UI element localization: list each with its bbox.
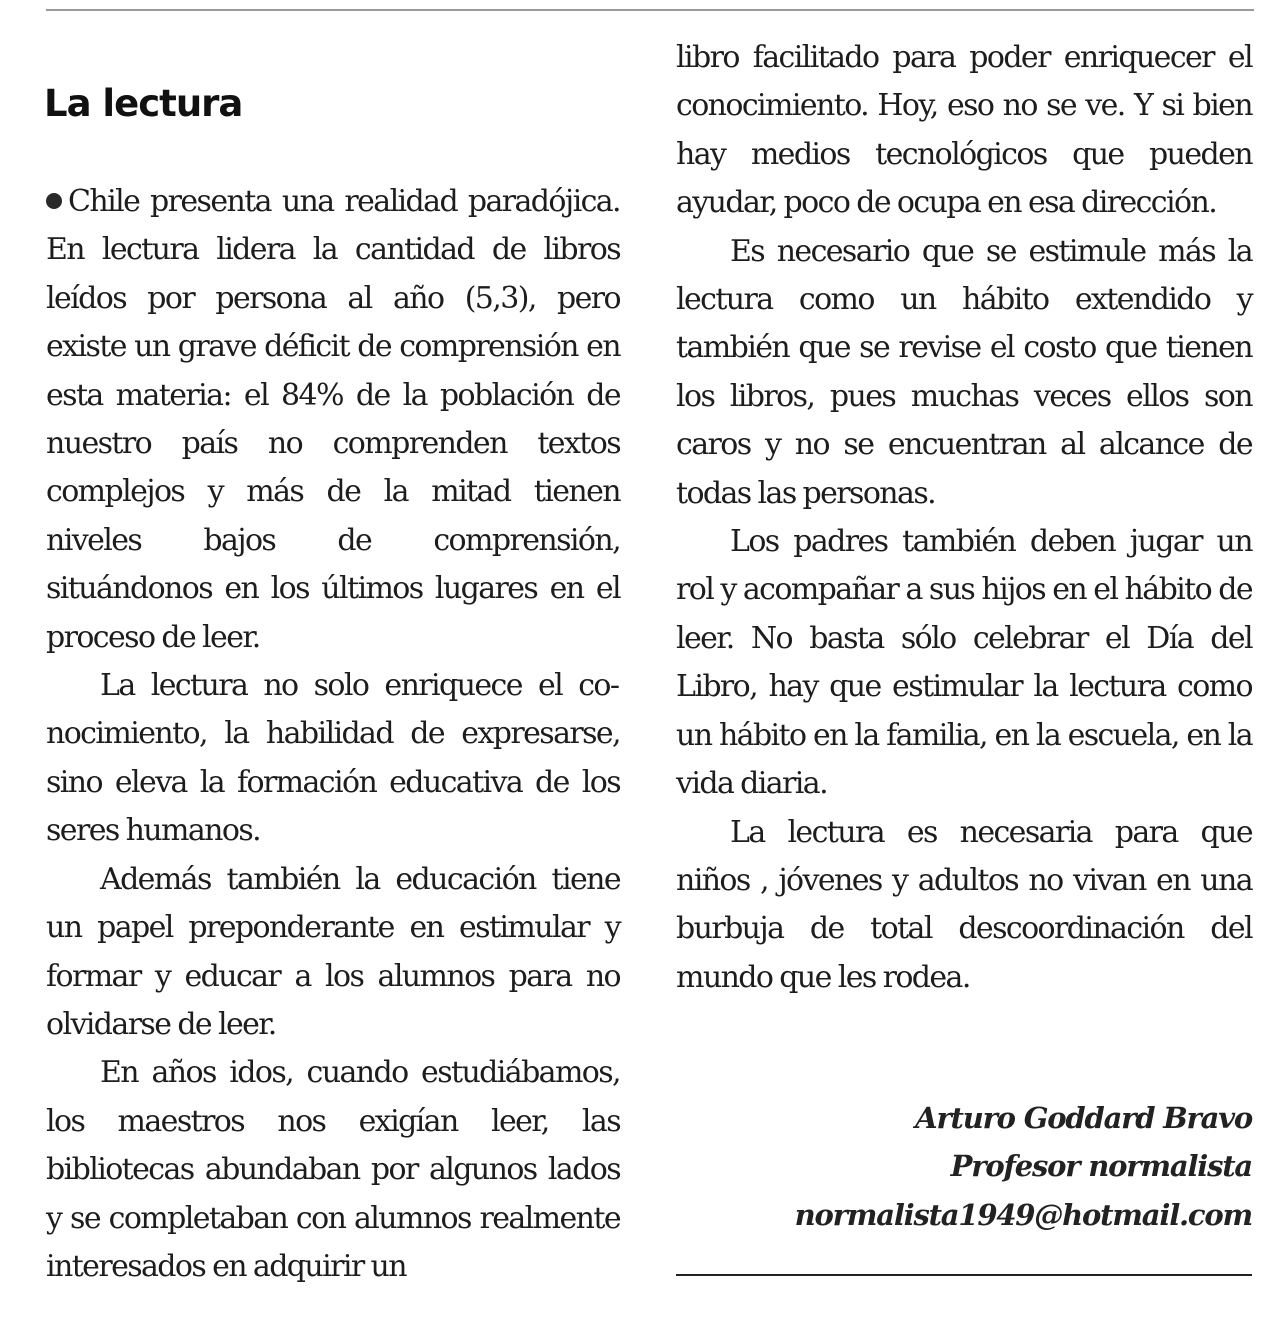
paragraph-4-continued: libro facilitado para poder enriquecer el conocimiento. Hoy, eso no se ve. Y si bien hay medios tecnológicos que pueden ayudar, poco de ocupa en esa dirección. [676,40,1252,221]
paragraph-1-text: Chile presenta una realidad paradójica. En lectura lidera la cantidad de libros leídos por persona al año (5,3), pero existe un grave déficit de comprensión en esta materia: el 84% de la población de nuestro país no comprenden textos complejos y más de la mitad tienen niveles bajos de comprensión, situándonos en los últimos lugares en el proceso de leer. [46,184,620,655]
author-role: Profesor normalista [950,1149,1252,1184]
paragraph-7: La lectura es necesaria para que niños , jóvenes y adultos no vivan en una burbuja de total descoordinación del mundo que les rodea. [676,814,1252,995]
author-name: Arturo Goddard Bravo [915,1101,1252,1135]
paragraph-6: Los padres también deben jugar un rol y acompañar a sus hijos en el hábito de leer. No basta sólo celebrar el Día del Libro, hay que estimular la lectura como un hábito en la familia, en la escuela, en la vida diaria. [676,524,1252,802]
right-column [676,34,1252,1002]
bullet-icon [46,193,62,209]
top-divider [46,9,1254,11]
article-title: La lectura [44,82,243,125]
bottom-divider [676,1274,1252,1276]
paragraph-2: La lectura no solo enriquece el conocimiento, la habilidad de expresarse, sino eleva la formación educativa de los seres humanos. [46,668,620,849]
author-signature [795,1094,1252,1239]
paragraph-1 [46,178,620,662]
paragraph-5: Es necesario que se estimule más la lectura como un hábito extendido y también que se revise el costo que tienen los libros, pues muchas veces ellos son caros y no se encuentran al alcance de todas las personas. [676,233,1252,511]
paragraph-4: En años idos, cuando estudiábamos, los maestros nos exigían leer, las bibliotecas abundaban por algunos lados y se completaban con alumnos realmente interesados en adquirir un [46,1055,620,1284]
author-email: normalista1949@hotmail.com [794,1197,1252,1232]
left-column [46,178,620,1291]
paragraph-3: Además también la educación tiene un papel preponderante en estimular y formar y educar a los alumnos para no olvidarse de leer. [46,861,620,1042]
